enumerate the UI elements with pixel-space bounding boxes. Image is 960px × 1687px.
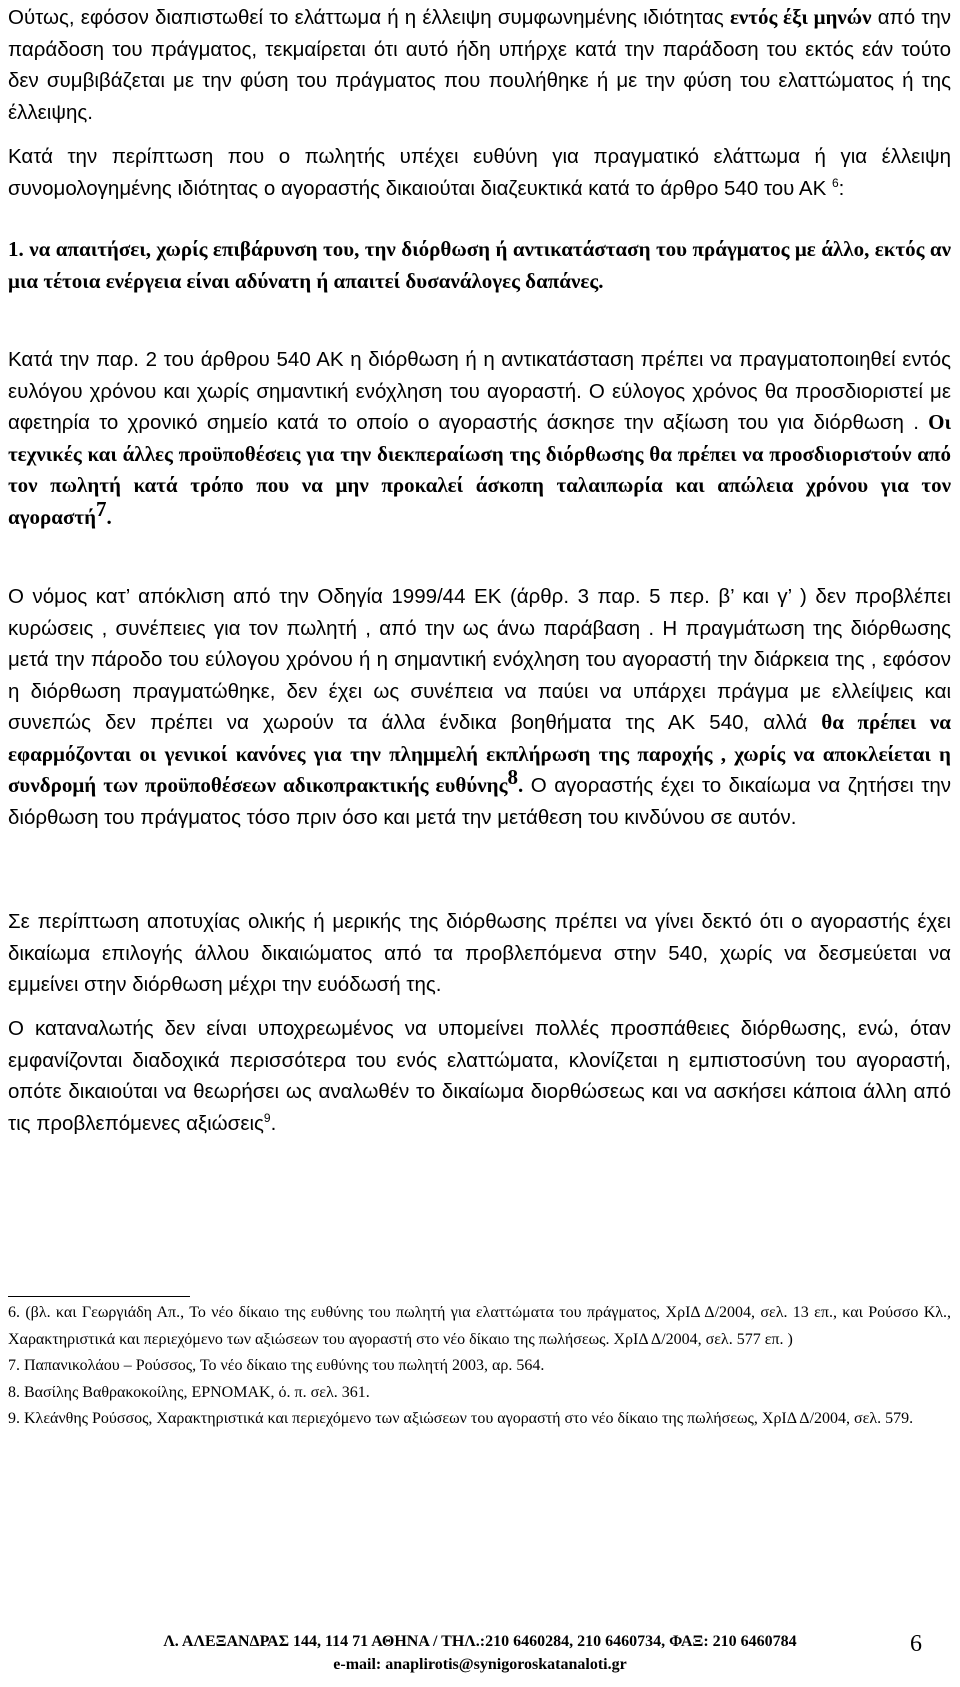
paragraph-text: Σε περίπτωση αποτυχίας ολικής ή μερικής της διόρθωσης πρέπει να γίνει δεκτό ότι ο αγοραστής έχει δικαίωμα επιλογής άλλου δικαιώματος από τα προβλεπόμενα στην 540, χωρίς να δεσμεύεται να εμμείνει στην διόρθωση μέχρι την ευόδωσή της. <box>8 910 951 996</box>
bold-text: εντός έξι μηνών <box>729 5 872 29</box>
paragraph-text: Ούτως, εφόσον διαπιστωθεί το ελάττωμα ή η έλλειψη συμφωνημένης ιδιότητας <box>8 6 730 29</box>
paragraph-text: Ο αγοραστής έχει το δικαίωμα να ζητήσει την διόρθωση του πράγματος τόσο πριν όσο και μετά την μετάθεση του κινδύνου σε αυτόν. <box>8 774 951 829</box>
paragraph-6 <box>8 906 951 1001</box>
paragraph-1 <box>8 2 951 128</box>
footnote-ref: 8 <box>507 765 518 790</box>
footnote-ref: 7 <box>96 496 107 521</box>
paragraph-7 <box>8 1013 951 1139</box>
footer-address: Λ. ΑΛΕΞΑΝΔΡΑΣ 144, 114 71 ΑΘΗΝΑ / ΤΗΛ.:210 6460284, 210 6460734, ΦΑΞ: 210 6460784 <box>163 1633 797 1650</box>
page-number: 6 <box>910 1631 922 1657</box>
footnote-8: 8. Βασίλης Βαθρακοκοίλης, ΕΡΝΟΜΑΚ, ό. π. σελ. 361. <box>8 1383 370 1401</box>
paragraph-text: : <box>838 176 845 200</box>
bold-text: Οι τεχνικές και άλλες προϋποθέσεις για την διεκπεραίωση της διόρθωσης θα πρέπει να προσδιοριστούν από τον πωλητή κατά τρόπο που να μην προκαλεί άσκοπη ταλαιπωρία και απώλεια χρόνου για τον αγοραστή <box>8 410 951 529</box>
footnote-6: 6. (βλ. και Γεωργιάδη Απ., Το νέο δίκαιο της ευθύνης του πωλητή για ελαττώματα του πράγματος, ΧρΙΔ Δ/2004, σελ. 13 επ., και Ρούσσο Κλ., Χαρακτηριστικά και περιεχόμενο των αξιώσεων του αγοραστή στο νέο δίκαιο της πωλήσεως. ΧρΙΔ Δ/2004, σελ. 577 επ. ) <box>8 1304 951 1348</box>
paragraph-2 <box>8 141 951 204</box>
bold-text: . <box>517 773 524 797</box>
footnote-separator <box>8 1296 190 1297</box>
footnotes <box>8 1300 951 1433</box>
paragraph-text: από την παράδοση του πράγματος, τεκμαίρεται ότι αυτό ήδη υπήρχε κατά την παράδοση του εκτός εάν τούτο δεν συμβιβάζεται με την φύση του πράγματος που πουλήθηκε ή με την φύση του ελαττώματος ή της έλλειψης. <box>8 6 951 124</box>
footnote-7: 7. Παπανικολάου – Ρούσσος, Το νέο δίκαιο της ευθύνης του πωλητή 2003, αρ. 564. <box>8 1357 545 1374</box>
bold-text: . <box>106 504 112 529</box>
footnote-ref: 9 <box>263 1110 271 1125</box>
footnote-ref: 6 <box>831 175 839 190</box>
paragraph-4 <box>8 344 951 533</box>
paragraph-5 <box>8 581 951 833</box>
paragraph-text: Ο νόμος κατ’ απόκλιση από την Οδηγία 1999/44 ΕΚ (άρθρ. 3 παρ. 5 περ. β’ και γ’ ) δεν προβλέπει κυρώσεις , συνέπειες για τον πωλητή , από την ως άνω παράβαση . Η πραγμάτωση της διόρθωσης μετά την πάροδο του εύλογου χρόνου ή η σημαντική ενόχληση του αγοραστή την διάρκεια της , εφόσον η διόρθωση πραγματώθηκε, δεν έχει ως συνέπεια να παύει να υπάρχει πράγμα με ελλείψεις και συνεπώς δεν πρέπει να χωρούν τα άλλα ένδικα βοηθήματα της ΑΚ 540, αλλά <box>8 585 951 734</box>
paragraph-text: Ο καταναλωτής δεν είναι υποχρεωμένος να υπομείνει πολλές προσπάθειες διόρθωσης, ενώ, όταν εμφανίζονται διαδοχικά περισσότερα του ενός ελαττώματα, κλονίζεται η εμπιστοσύνη του αγοραστή, οπότε δικαιούται να θεωρήσει ως αναλωθέν το δικαίωμα διορθώσεως και να ασκήσει κάποια άλλη από τις προβλεπόμενες αξιώσεις <box>8 1017 951 1135</box>
bold-text: 1. να απαιτήσει, χωρίς επιβάρυνση του, την διόρθωση ή αντικατάσταση του πράγματος με άλλο, εκτός αν μια τέτοια ενέργεια είναι αδύνατη ή απαιτεί δυσανάλογες δαπάνες. <box>8 237 951 293</box>
paragraph-text: . <box>270 1111 277 1135</box>
footer-email: e-mail: anaplirotis@synigoroskatanaloti.gr <box>333 1656 627 1673</box>
paragraph-text: Κατά την παρ. 2 του άρθρου 540 ΑΚ η διόρθωση ή η αντικατάσταση πρέπει να πραγματοποιηθεί εντός ευλόγου χρόνου και χωρίς σημαντική ενόχληση του αγοραστή. Ο εύλογος χρόνος θα προσδιοριστεί με αφετηρία το χρονικό σημείο κατά το οποίο ο αγοραστής άσκησε την αξίωση του για διόρθωση . <box>8 348 951 434</box>
bold-text: θα πρέπει να εφαρμόζονται οι γενικοί κανόνες για την πλημμελή εκπλήρωση της παροχής , χωρίς να αποκλείεται η συνδρομή των προϋποθέσεων αδικοπρακτικής ευθύνης <box>8 710 951 797</box>
paragraph-3 <box>8 234 951 297</box>
paragraph-text: Κατά την περίπτωση που ο πωλητής υπέχει ευθύνη για πραγματικό ελάττωμα ή για έλλειψη συνομολογημένης ιδιότητας ο αγοραστής δικαιούται διαζευκτικά κατά το άρθρο 540 του ΑΚ <box>8 145 951 200</box>
footnote-9: 9. Κλεάνθης Ρούσσος, Χαρακτηριστικά και περιεχόμενο των αξιώσεων του αγοραστή στο νέο δίκαιο της πωλήσεως, ΧρΙΔ Δ/2004, σελ. 579. <box>8 1410 914 1427</box>
page-footer <box>0 1630 960 1676</box>
